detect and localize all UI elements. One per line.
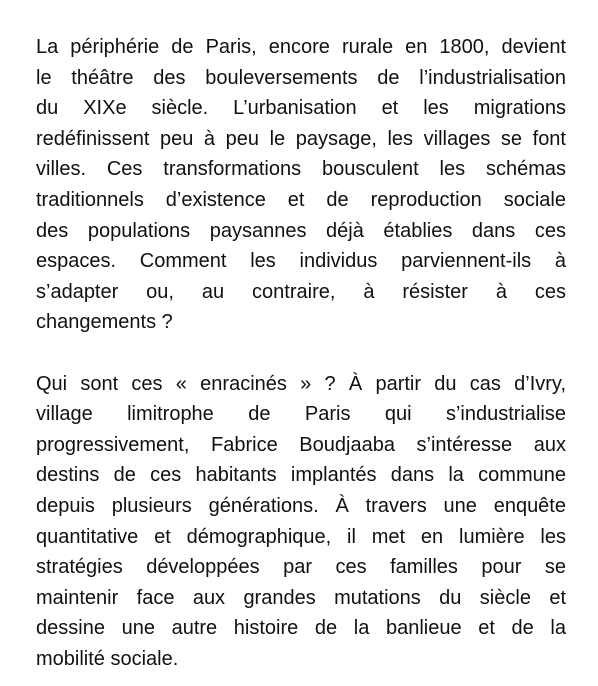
text-line: mobilité sociale. (36, 647, 179, 670)
text-line: des populations paysannes déjà établies dans ces (36, 219, 566, 242)
text-line: le théâtre des bouleversements de l’industrialisation (36, 66, 566, 89)
text-line: du XIXe siècle. L’urbanisation et les migrations (36, 97, 566, 120)
document-body (36, 32, 566, 674)
text-line: redéfinissent peu à peu le paysage, les villages se font (36, 127, 566, 150)
text-line: maintenir face aux grandes mutations du siècle et (36, 586, 566, 609)
text-line: quantitative et démographique, il met en lumière les (36, 525, 566, 548)
text-line: espaces. Comment les individus parviennent-ils à (36, 250, 566, 273)
text-line: progressivement, Fabrice Boudjaaba s’intéresse aux (36, 433, 566, 456)
text-line: traditionnels d’existence et de reproduction sociale (36, 188, 566, 211)
text-line: villes. Ces transformations bousculent les schémas (36, 158, 566, 181)
text-line: La périphérie de Paris, encore rurale en 1800, devient (36, 36, 566, 58)
text-line: depuis plusieurs générations. À travers une enquête (36, 494, 566, 517)
text-line: s’adapter ou, au contraire, à résister à ces (36, 280, 566, 303)
text-line: stratégies développées par ces familles pour se (36, 556, 566, 579)
text-line: dessine une autre histoire de la banlieue et de la (36, 617, 566, 640)
text-line: Qui sont ces « enracinés » ? À partir du cas d’Ivry, (36, 372, 566, 395)
text-line: village limitrophe de Paris qui s’industrialise (36, 403, 566, 426)
paragraph-1 (36, 32, 566, 338)
text-line: changements ? (36, 311, 173, 334)
paragraph-2 (36, 369, 566, 675)
text-line: destins de ces habitants implantés dans la commune (36, 464, 566, 487)
